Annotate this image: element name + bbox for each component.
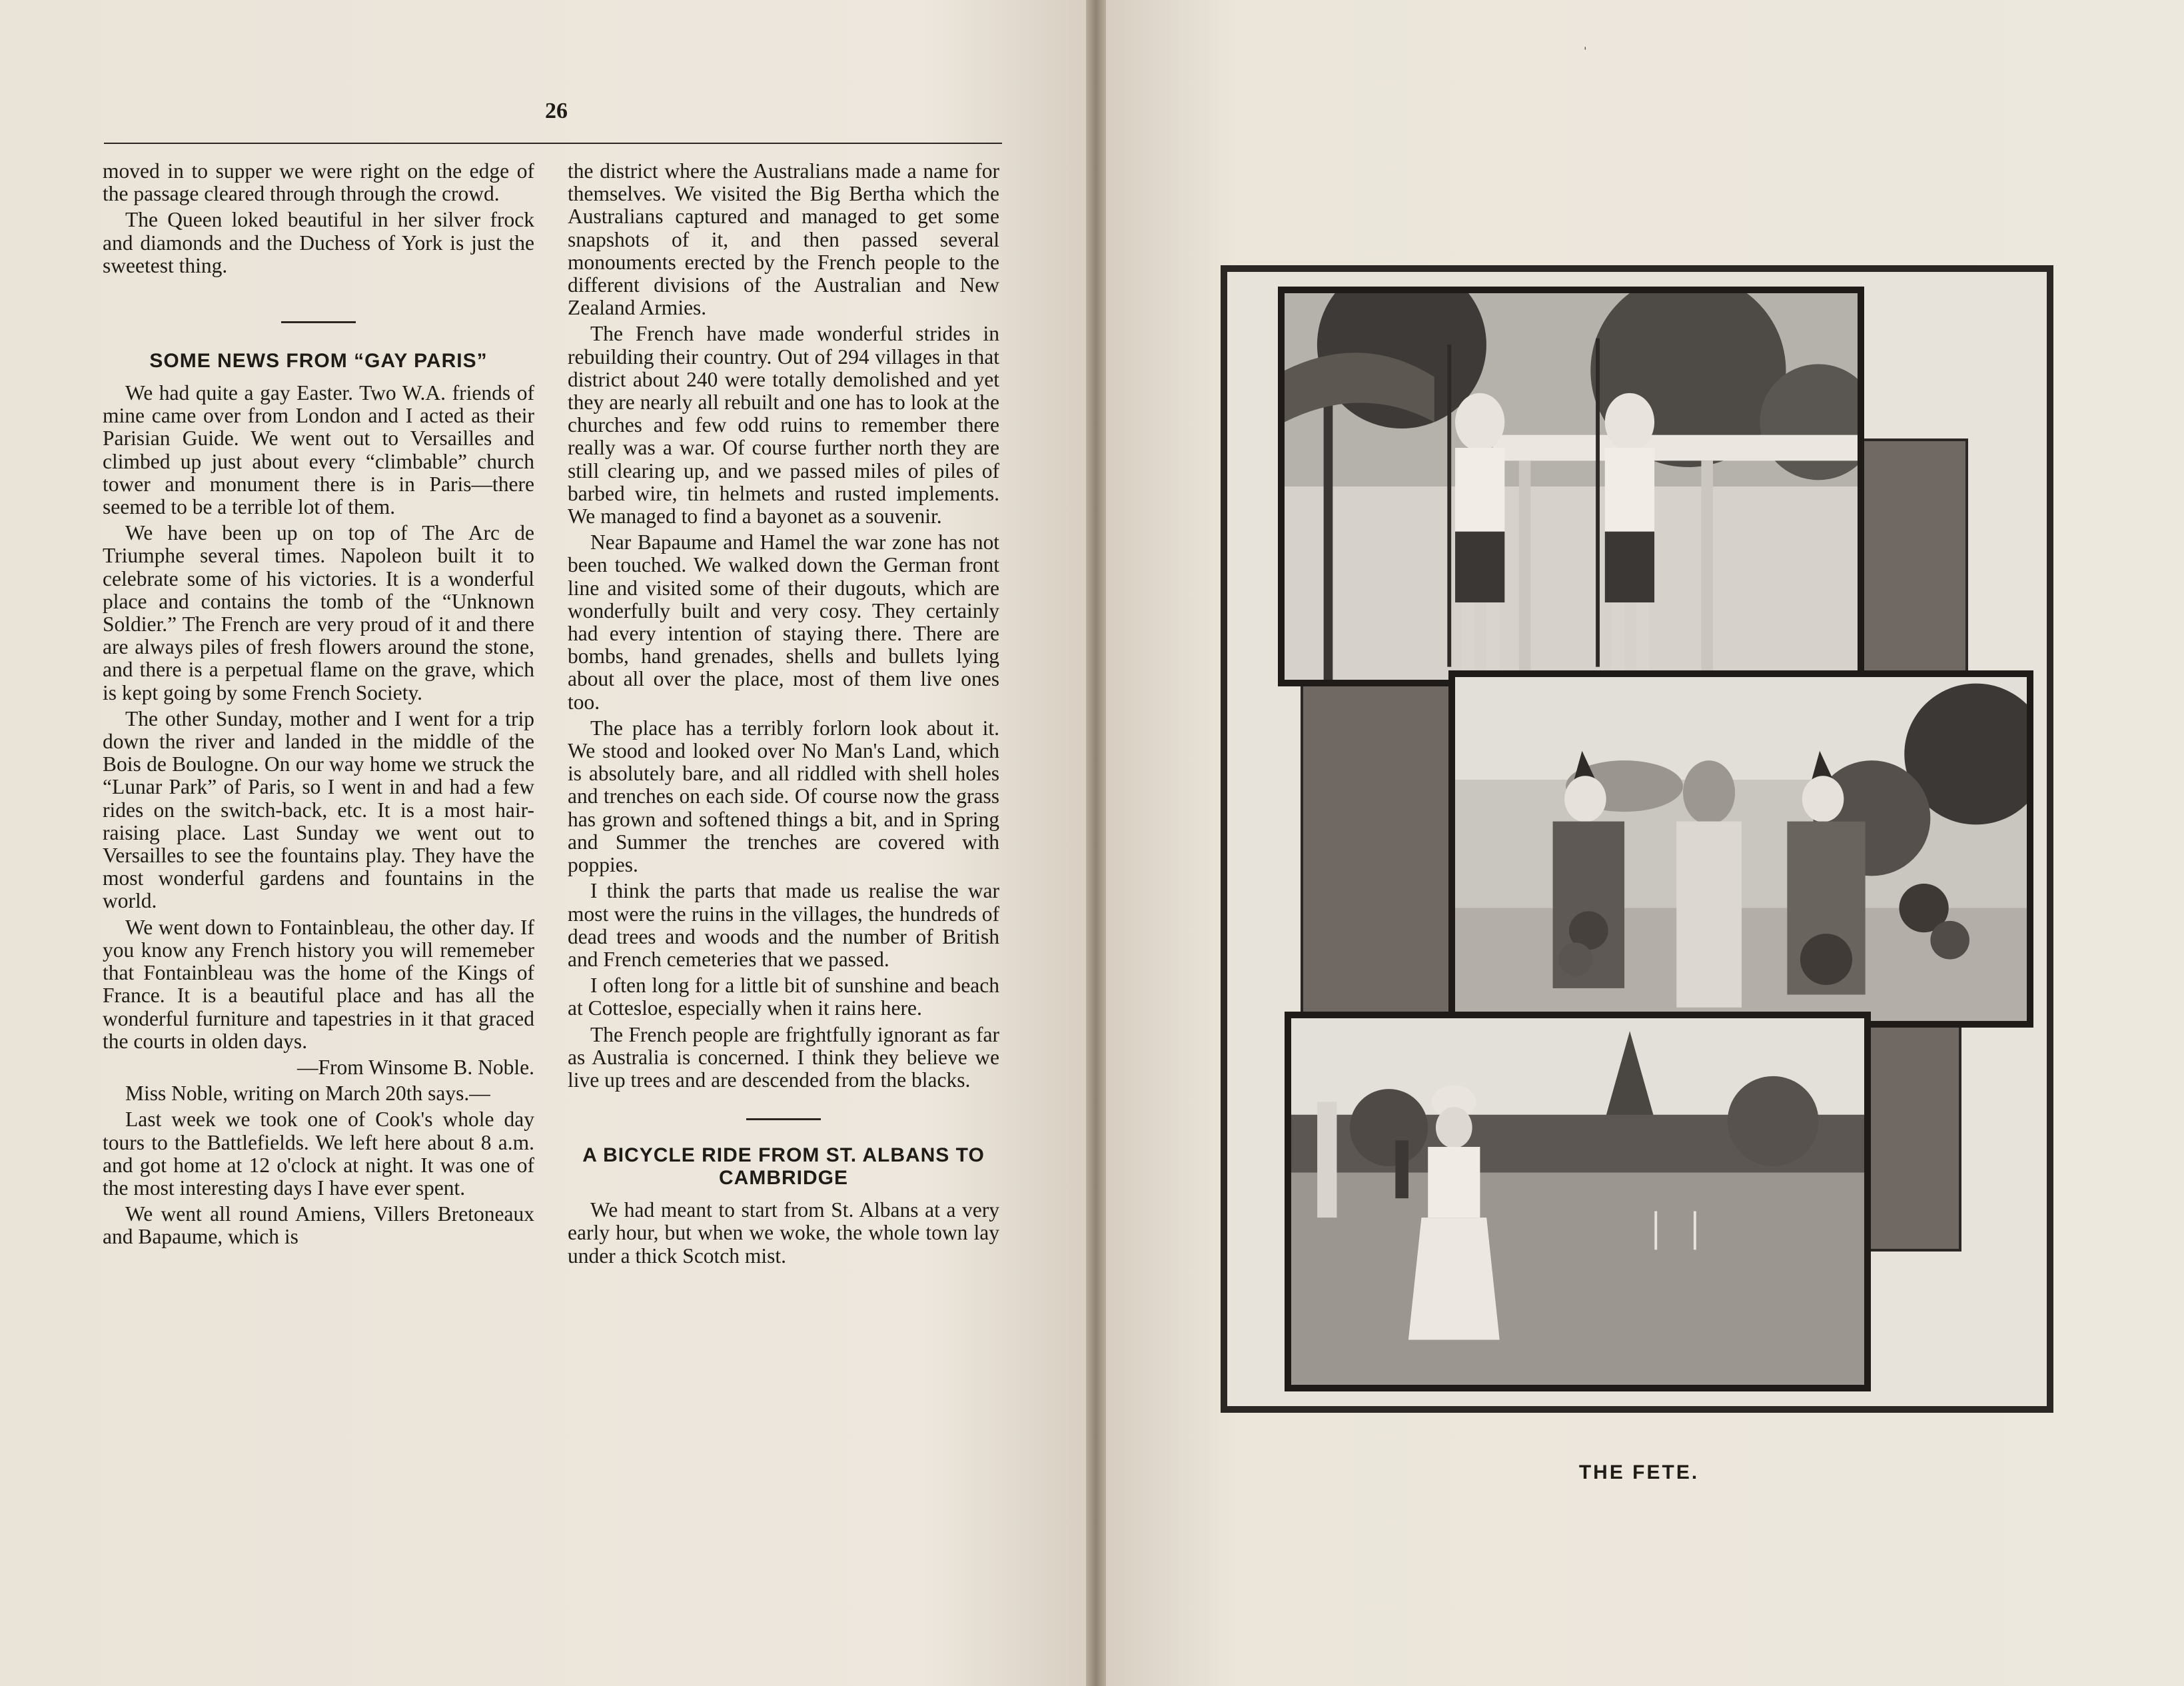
paragraph: the district where the Australians made a name for themselves. We visited the Big Bertha which the Australians captured and managed to get some snapshots of it, and then passed several monouments erected by the French people to the different divisions of the Australian and New Zealand Armies. [568, 159, 999, 320]
page-number: 26 [545, 99, 568, 123]
paragraph: Miss Noble, writing on March 20th says.— [125, 1082, 490, 1106]
article-column-2 [568, 160, 999, 1271]
photo-costumed-guards [1278, 287, 1864, 686]
book-gutter [1086, 0, 1106, 1686]
paragraph: We had quite a gay Easter. Two W.A. friends of mine came over from London and I acted as their Parisian Guide. We went out to Versailles and climbed up just about every “climbable” church tower and monument there is in Paris—there seemed to be a terrible lot of them. [103, 381, 534, 519]
photo-lady-on-lawn [1285, 1012, 1871, 1391]
paragraph: Last week we took one of Cook's whole day tours to the Battlefields. We left here about 8 a.m. and got home at 12 o'clock at night. It was one of the most interesting days I have ever spent. [103, 1108, 534, 1200]
header-rule [104, 143, 1002, 144]
paragraph: moved in to supper we were right on the edge of the passage cleared through through the crowd. [103, 159, 534, 206]
paragraph: We have been up on top of The Arc de Triumphe several times. Napoleon built it to celebrate some of his victories. It is a wonderful place and contains the tomb of the “Unknown Soldier.” The French are very proud of it and there are always piles of fresh flowers around the stone, and there is a perpetual flame on the grave, which is kept going by some French Society. [103, 521, 534, 704]
paragraph: The Queen loked beautiful in her silver frock and diamonds and the Duchess of York is just the sweetest thing. [103, 208, 534, 277]
paragraph: Near Bapaume and Hamel the war zone has not been touched. We walked down the German front line and visited some of their dugouts, which are wonderfully built and very cosy. They certainly had every intention of staying there. There are bombs, hand grenades, shells and bullets lying about all over the place, most of them live ones too. [568, 530, 999, 714]
article-column-1 [103, 160, 534, 1252]
section-heading-gay-paris: SOME NEWS FROM “GAY PARIS” [149, 350, 488, 373]
paragraph: The French people are frightfully ignorant as far as Australia is concerned. I think they believe we live up trees and are descended from the blacks. [568, 1022, 999, 1092]
paragraph: We went down to Fontainbleau, the other day. If you know any French history you will rememeber that Fontainbleau was the home of the Kings of France. It is a beautiful place and has all the wonderful furniture and tapestries in it that graced the courts in olden days. [103, 915, 534, 1053]
photo-montage [1221, 265, 2053, 1413]
paragraph: I think the parts that made us realise the war most were the ruins in the villages, the hundreds of dead trees and woods and the number of British and French cemeteries that we passed. [568, 879, 999, 971]
paragraph: The French have made wonderful strides in rebuilding their country. Out of 294 villages in that district about 240 were totally demolished and yet they are nearly all rebuilt and one has to look at the churches and few odd ruins to remember there really was a war. Of course further north they are still clearing up, and we passed miles of piles of barbed wire, tin helmets and rusted implements. We managed to find a bayonet as a souvenir. [568, 322, 999, 528]
paragraph: The other Sunday, mother and I went for a trip down the river and landed in the middle of the Bois de Boulogne. On our way home we struck the “Lunar Park” of Paris, so I went in and had a few rides on the switch-back, etc. It is a most hair-raising place. Last Sunday we went out to Versailles to see the fountains play. They have the most wonderful gardens and fountains in the world. [103, 706, 534, 913]
paragraph: I often long for a little bit of sunshine and beach at Cottesloe, especially when it rains here. [568, 974, 999, 1020]
photo-caption: THE FETE. [1578, 1461, 1700, 1483]
letter-signature: —From Winsome B. Noble. [296, 1055, 534, 1079]
section-divider [746, 1118, 821, 1120]
section-divider [281, 321, 356, 323]
section-heading-bicycle-ride: A BICYCLE RIDE FROM ST. ALBANS TO CAMBRIDGE [582, 1144, 985, 1190]
photo-fancy-dress-group [1448, 670, 2033, 1028]
paragraph: We went all round Amiens, Villers Bretoneaux and Bapaume, which is [103, 1202, 534, 1249]
paragraph: We had meant to start from St. Albans at a very early hour, but when we woke, the whole town lay under a thick Scotch mist. [568, 1198, 999, 1267]
page-mark: ˈ [1582, 44, 1588, 63]
paragraph: The place has a terribly forlorn look about it. We stood and looked over No Man's Land, which is absolutely bare, and all riddled with shell holes and trenches on each side. Of course now the grass has grown and softened things a bit, and in Spring and Summer the trenches are covered with poppies. [568, 716, 999, 877]
left-page [0, 0, 1086, 1686]
